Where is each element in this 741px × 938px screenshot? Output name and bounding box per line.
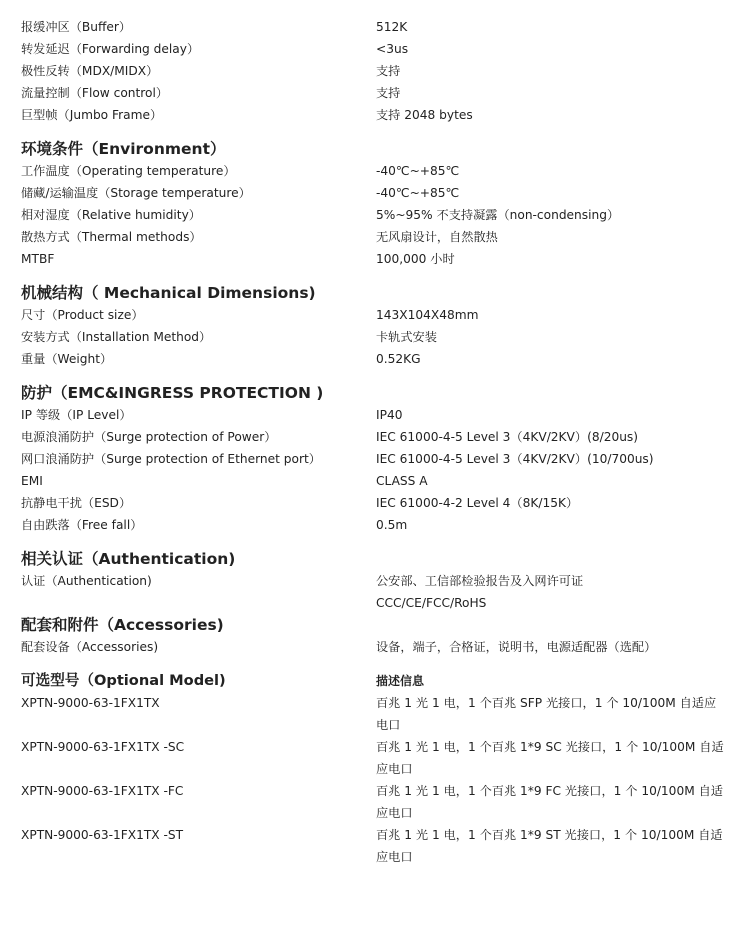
section-title: 可选型号（Optional Model)	[21, 672, 226, 689]
description-header: 描述信息	[376, 674, 425, 688]
spec-value: 0.5m	[376, 518, 408, 532]
spec-key: 自由跌落（Free fall）	[21, 518, 143, 532]
model-row	[21, 780, 726, 824]
environment-section	[21, 138, 726, 270]
spec-sheet	[21, 16, 726, 868]
spec-row	[21, 326, 726, 348]
spec-row	[21, 182, 726, 204]
spec-row	[21, 404, 726, 426]
protection-section	[21, 382, 726, 536]
spec-value: IEC 61000-4-2 Level 4（8K/15K）	[376, 496, 579, 510]
spec-value: 0.52KG	[376, 352, 421, 366]
spec-row	[21, 304, 726, 326]
spec-value: <3us	[376, 42, 409, 56]
spec-value: 5%~95% 不支持凝露（non-condensing）	[376, 208, 620, 222]
spec-value: 设备，端子，合格证，说明书，电源适配器（选配）	[376, 640, 657, 654]
spec-key: 相对湿度（Relative humidity）	[21, 208, 201, 222]
model-description: 百兆 1 光 1 电，1 个百兆 1*9 SC 光接口，1 个 10/100M 自适应电口	[376, 740, 724, 776]
spec-key: 抗静电干扰（ESD）	[21, 496, 132, 510]
spec-key: 安装方式（Installation Method）	[21, 330, 212, 344]
spec-row	[21, 248, 726, 270]
model-row	[21, 736, 726, 780]
spec-value: -40℃~+85℃	[376, 164, 460, 178]
spec-row	[21, 448, 726, 470]
spec-row	[21, 160, 726, 182]
spec-row	[21, 82, 726, 104]
authentication-section	[21, 548, 726, 614]
spec-value: 100,000 小时	[376, 252, 455, 266]
spec-key: 配套设备（Accessories)	[21, 640, 159, 654]
section-title: 相关认证（Authentication)	[21, 550, 236, 568]
spec-key: 流量控制（Flow control）	[21, 86, 169, 100]
spec-row	[21, 570, 726, 592]
spec-key: 网口浪涌防护（Surge protection of Ethernet port）	[21, 452, 321, 466]
model-row	[21, 692, 726, 736]
model-description: 百兆 1 光 1 电，1 个百兆 1*9 FC 光接口，1 个 10/100M 自适应电口	[376, 784, 723, 820]
spec-key: 认证（Authentication)	[21, 574, 152, 588]
spec-value: 143X104X48mm	[376, 308, 479, 322]
spec-value: 支持	[376, 86, 401, 100]
spec-key: 散热方式（Thermal methods）	[21, 230, 202, 244]
model-name: XPTN-9000-63-1FX1TX -ST	[21, 828, 184, 842]
spec-row	[21, 16, 726, 38]
spec-row	[21, 38, 726, 60]
spec-key: 转发延迟（Forwarding delay）	[21, 42, 200, 56]
spec-value: CCC/CE/FCC/RoHS	[376, 596, 487, 610]
spec-row	[21, 492, 726, 514]
accessories-section	[21, 614, 726, 658]
spec-key: 极性反转（MDX/MIDX）	[21, 64, 159, 78]
spec-value: 公安部、工信部检验报告及入网许可证	[376, 574, 584, 588]
spec-row	[21, 226, 726, 248]
spec-key: MTBF	[21, 252, 55, 266]
spec-value: 512K	[376, 20, 408, 34]
port-section	[21, 16, 726, 126]
section-title: 配套和附件（Accessories)	[21, 616, 224, 634]
mechanical-section	[21, 282, 726, 370]
spec-key: 报缓冲区（Buffer）	[21, 20, 132, 34]
spec-value: 支持 2048 bytes	[376, 108, 473, 122]
spec-value: IEC 61000-4-5 Level 3（4KV/2KV）(8/20us)	[376, 430, 639, 444]
spec-value: 卡轨式安装	[376, 330, 437, 344]
section-title: 机械结构（ Mechanical Dimensions)	[21, 284, 316, 302]
spec-key: 巨型帧（Jumbo Frame）	[21, 108, 163, 122]
spec-key: 尺寸（Product size）	[21, 308, 144, 322]
section-title: 防护（EMC&INGRESS PROTECTION )	[21, 384, 324, 402]
spec-row	[21, 514, 726, 536]
models-section	[21, 670, 726, 868]
spec-key: IP 等级（IP Level）	[21, 408, 132, 422]
spec-row	[21, 204, 726, 226]
model-name: XPTN-9000-63-1FX1TX -SC	[21, 740, 185, 754]
spec-row	[21, 470, 726, 492]
model-name: XPTN-9000-63-1FX1TX	[21, 696, 160, 710]
model-description: 百兆 1 光 1 电，1 个百兆 1*9 ST 光接口，1 个 10/100M 自适应电口	[376, 828, 723, 864]
spec-value: IEC 61000-4-5 Level 3（4KV/2KV）(10/700us)	[376, 452, 654, 466]
models-header	[21, 670, 726, 692]
spec-row	[21, 636, 726, 658]
section-title: 环境条件（Environment）	[21, 140, 226, 158]
model-description: 百兆 1 光 1 电，1 个百兆 SFP 光接口，1 个 10/100M 自适应电口	[376, 696, 717, 732]
spec-key: 工作温度（Operating temperature）	[21, 164, 236, 178]
spec-row	[21, 60, 726, 82]
spec-row	[21, 426, 726, 448]
spec-key: EMI	[21, 474, 43, 488]
spec-row	[21, 348, 726, 370]
spec-value: 无风扇设计，自然散热	[376, 230, 498, 244]
spec-key: 电源浪涌防护（Surge protection of Power）	[21, 430, 277, 444]
spec-value: -40℃~+85℃	[376, 186, 460, 200]
spec-value: 支持	[376, 64, 401, 78]
spec-row	[21, 104, 726, 126]
spec-row	[21, 592, 726, 614]
spec-key: 储藏/运输温度（Storage temperature）	[21, 186, 251, 200]
model-name: XPTN-9000-63-1FX1TX -FC	[21, 784, 184, 798]
spec-key: 重量（Weight）	[21, 352, 113, 366]
spec-value: IP40	[376, 408, 403, 422]
spec-value: CLASS A	[376, 474, 428, 488]
model-row	[21, 824, 726, 868]
